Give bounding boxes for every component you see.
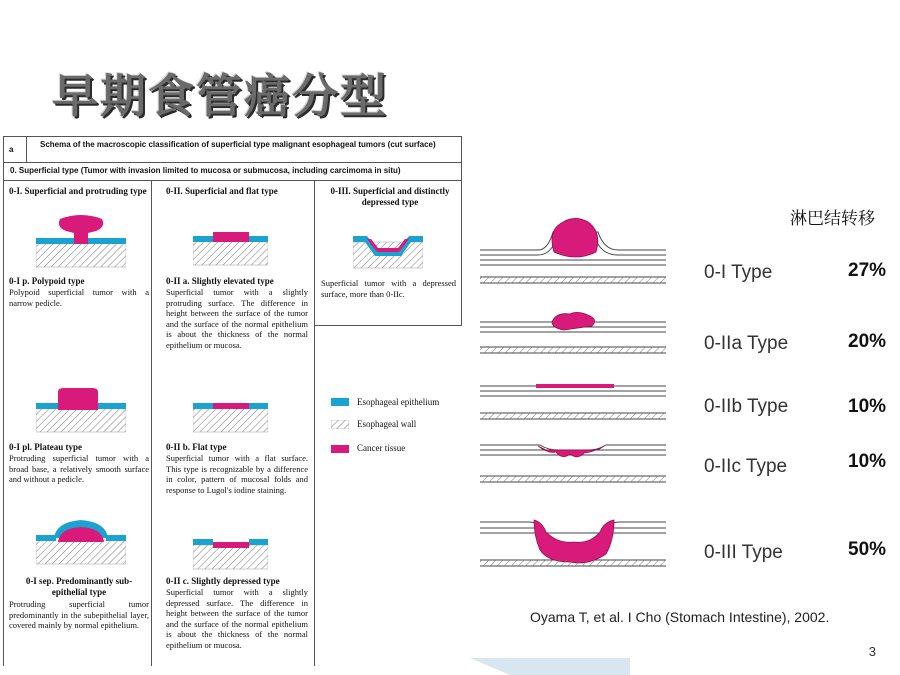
type-label-0-IIb: 0-IIb Type (704, 396, 789, 417)
table-row-superficial: 0. Superficial type (Tumor with invasion limited to mucosa or submucosa, including carcimoma in situ) (3, 163, 462, 181)
legend-epithelium: Esophageal epithelium (357, 397, 440, 407)
lymph-node-header: 淋巴结转移 (790, 209, 875, 229)
pct-0-IIa: 20% (848, 331, 887, 352)
pct-0-IIb: 10% (848, 396, 887, 417)
type-label-0-IIa: 0-IIa Type (704, 333, 789, 354)
type-label-0-IIc: 0-IIc Type (704, 456, 788, 477)
text-0-Ip: Polypoid superficial tumor with a narrow pedicle. (9, 287, 149, 308)
text-0-Isep: Protruding superficial tumor predominantly in the subepithelial layer, covered mainly by normal epithelium. (9, 599, 149, 630)
figure-0-Isep (36, 516, 126, 568)
caption-0-Ipl: 0-I pl. Plateau type (9, 442, 82, 452)
legend-wall: Esophageal wall (357, 419, 417, 429)
depth-diagram (478, 210, 668, 580)
caption-0-IIa: 0-II a. Slightly elevated type (166, 276, 274, 286)
caption-0-IIc: 0-II c. Slightly depressed type (166, 576, 280, 586)
legend-swatch-epithelium (331, 398, 349, 406)
table-header (3, 136, 462, 163)
legend-swatch-cancer (331, 445, 349, 453)
text-0-IIa: Superficial tumor with a slightly protruding surface. The difference in height between the surface of the tumor and the surface of the normal epithelium is about the thickness of the normal epithelium or mucosa. (166, 287, 308, 350)
figure-0-IIa (193, 224, 268, 268)
caption-0-Ip: 0-I p. Polypoid type (9, 276, 85, 286)
text-0-III: Superficial tumor with a depressed surface, more than 0-IIc. (321, 278, 456, 299)
page-number: 3 (868, 644, 876, 659)
figure-0-Ip (36, 211, 126, 269)
table-header-title: Schema of the macroscopic classification of superficial type malignant esophageal tumors (cut surface) (40, 140, 436, 149)
col-title-0-II: 0-II. Superficial and flat type (166, 186, 278, 196)
pct-0-I: 27% (848, 260, 887, 281)
pct-0-IIc: 10% (848, 451, 887, 472)
figure-0-III (353, 226, 423, 270)
caption-0-Isep: 0-I sep. Predominantly sub-epithelial type (25, 576, 133, 597)
col-title-0-I: 0-I. Superficial and protruding type (9, 186, 147, 196)
pct-0-III: 50% (848, 539, 887, 560)
type-label-0-I: 0-I Type (704, 262, 773, 283)
text-0-Ipl: Protruding superficial tumor with a broad base, a relatively smooth surface and without a pedicle. (9, 453, 149, 484)
table-header-letter: a (9, 145, 14, 154)
decorative-shape (470, 658, 630, 675)
slide-title: 早期食管癌分型 (52, 69, 388, 123)
figure-0-IIb (193, 396, 268, 436)
figure-0-IIc (193, 531, 268, 573)
classification-table (3, 136, 462, 666)
citation: Oyama T, et al. I Cho (Stomach Intestine), 2002. (530, 609, 830, 625)
legend-cancer: Cancer tissue (357, 443, 406, 453)
text-0-IIc: Superficial tumor with a slightly depressed surface. The difference in height between the surface of the tumor and the surface of the normal epithelium is about the thickness of the normal epithelium or mucosa. (166, 587, 308, 650)
figure-0-Ipl (36, 386, 126, 436)
legend-swatch-wall (331, 420, 349, 429)
col-title-0-III: 0-III. Superficial and distinctly depressed type (330, 186, 450, 207)
type-label-0-III: 0-III Type (704, 542, 783, 563)
caption-0-IIb: 0-II b. Flat type (166, 442, 227, 452)
text-0-IIb: Superficial tumor with a flat surface. This type is recognizable by a difference in color, pattern of mucosal folds and response to Lugol's iodine staining. (166, 453, 308, 495)
